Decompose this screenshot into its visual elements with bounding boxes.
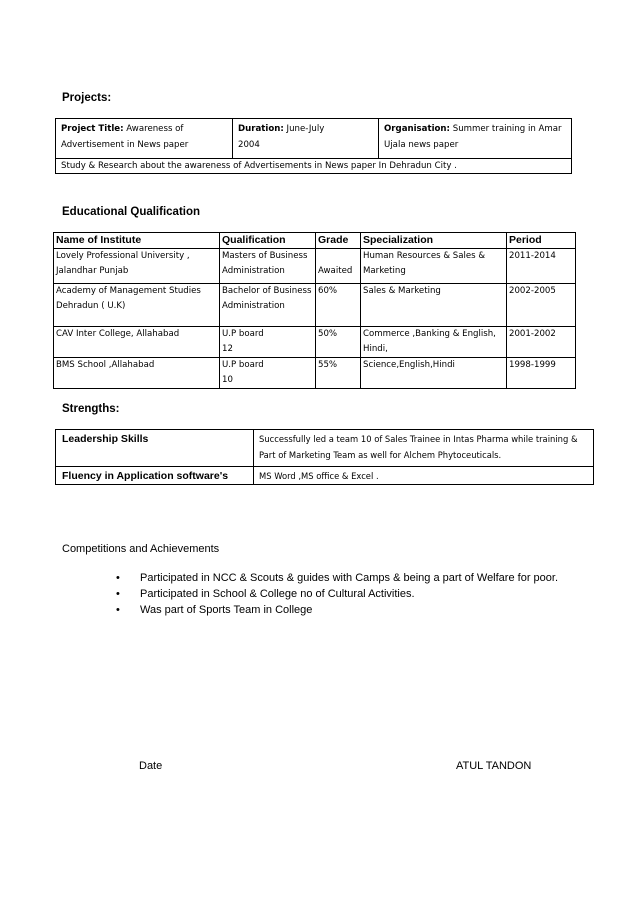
specialization-line: Science,English,Hindi bbox=[363, 360, 455, 370]
qualification-line: Administration bbox=[222, 266, 285, 276]
qualification-cell bbox=[220, 249, 316, 284]
institute-line: Academy of Management Studies bbox=[56, 286, 201, 296]
project-duration-label: Duration: bbox=[238, 124, 284, 134]
strength-value bbox=[254, 430, 594, 467]
institute-line: CAV Inter College, Allahabad bbox=[56, 329, 180, 339]
institute-line: BMS School ,Allahabad bbox=[56, 360, 155, 370]
bullet-icon: • bbox=[116, 588, 120, 600]
strength-label: Fluency in Application software's bbox=[56, 467, 254, 485]
grade-cell bbox=[316, 249, 361, 284]
period-cell bbox=[507, 284, 576, 327]
qualification-line: 12 bbox=[222, 344, 233, 354]
qualification-cell bbox=[220, 327, 316, 358]
achievements-heading: Competitions and Achievements bbox=[62, 543, 220, 555]
project-organisation-cell bbox=[379, 119, 572, 159]
bullet-icon: • bbox=[116, 604, 120, 616]
project-description: Study & Research about the awareness of Advertisements in News paper In Dehradun City . bbox=[56, 159, 572, 174]
qualification-line: U.P board bbox=[222, 360, 264, 370]
signature-name: ATUL TANDON bbox=[456, 760, 532, 772]
education-table bbox=[53, 232, 576, 389]
specialization-line: Human Resources & Sales & bbox=[363, 251, 486, 261]
list-item bbox=[112, 586, 558, 602]
list-item bbox=[112, 570, 558, 586]
project-title-cell bbox=[56, 119, 233, 159]
project-organisation-value-line2: Ujala news paper bbox=[384, 140, 459, 150]
project-duration-cell bbox=[233, 119, 379, 159]
column-header-grade: Grade bbox=[316, 233, 361, 249]
project-organisation-label: Organisation: bbox=[384, 124, 450, 134]
period-cell bbox=[507, 327, 576, 358]
table-row bbox=[56, 430, 594, 467]
grade-line: Awaited bbox=[318, 266, 353, 276]
table-row bbox=[54, 327, 576, 358]
table-row bbox=[56, 467, 594, 485]
grade-cell bbox=[316, 284, 361, 327]
project-organisation-value-line1: Summer training in Amar bbox=[452, 124, 562, 134]
column-header-institute: Name of Institute bbox=[54, 233, 220, 249]
specialization-cell bbox=[361, 284, 507, 327]
period-cell bbox=[507, 249, 576, 284]
grade-line: 50% bbox=[318, 329, 338, 339]
project-duration-value-line2: 2004 bbox=[238, 140, 260, 150]
strength-value-line: Successfully led a team 10 of Sales Trainee in Intas Pharma while training & bbox=[259, 434, 578, 444]
project-title-value-line1: Awareness of bbox=[126, 124, 184, 134]
date-label: Date bbox=[139, 760, 163, 772]
qualification-line: 10 bbox=[222, 375, 233, 385]
period-line: 2002-2005 bbox=[509, 286, 556, 296]
specialization-cell bbox=[361, 327, 507, 358]
qualification-cell bbox=[220, 358, 316, 389]
qualification-line: Administration bbox=[222, 301, 285, 311]
qualification-line: U.P board bbox=[222, 329, 264, 339]
bullet-icon: • bbox=[116, 572, 120, 584]
grade-cell bbox=[316, 327, 361, 358]
achievement-text: Was part of Sports Team in College bbox=[140, 604, 313, 616]
strength-value-line: MS Word ,MS office & Excel . bbox=[259, 471, 379, 481]
education-heading: Educational Qualification bbox=[62, 206, 201, 218]
strength-label: Leadership Skills bbox=[56, 430, 254, 467]
period-line: 2011-2014 bbox=[509, 251, 556, 261]
achievement-text: Participated in School & College no of Cultural Activities. bbox=[140, 588, 415, 600]
institute-cell bbox=[54, 358, 220, 389]
grade-cell bbox=[316, 358, 361, 389]
projects-table bbox=[55, 118, 572, 174]
table-row bbox=[54, 284, 576, 327]
strengths-table bbox=[55, 429, 594, 485]
period-cell bbox=[507, 358, 576, 389]
project-title-label: Project Title: bbox=[61, 124, 124, 134]
grade-line bbox=[318, 249, 360, 264]
specialization-line: Sales & Marketing bbox=[363, 286, 441, 296]
institute-line: Jalandhar Punjab bbox=[56, 266, 129, 276]
project-title-value-line2: Advertisement in News paper bbox=[61, 140, 189, 150]
table-row bbox=[54, 249, 576, 284]
institute-cell bbox=[54, 284, 220, 327]
qualification-cell bbox=[220, 284, 316, 327]
qualification-line: Masters of Business bbox=[222, 251, 308, 261]
strength-value-line: Part of Marketing Team as well for Alchem Phytoceuticals. bbox=[259, 450, 502, 460]
column-header-qualification: Qualification bbox=[220, 233, 316, 249]
qualification-line: Bachelor of Business bbox=[222, 286, 312, 296]
grade-line: 60% bbox=[318, 286, 338, 296]
strength-value bbox=[254, 467, 594, 485]
institute-cell bbox=[54, 249, 220, 284]
list-item bbox=[112, 602, 558, 618]
strengths-heading: Strengths: bbox=[62, 403, 120, 415]
period-line: 1998-1999 bbox=[509, 360, 556, 370]
institute-line: Dehradun ( U.K) bbox=[56, 301, 126, 311]
project-duration-value-line1: June-July bbox=[286, 124, 325, 134]
specialization-cell bbox=[361, 358, 507, 389]
column-header-specialization: Specialization bbox=[361, 233, 507, 249]
achievement-text: Participated in NCC & Scouts & guides with Camps & being a part of Welfare for poor. bbox=[140, 572, 558, 584]
projects-heading: Projects: bbox=[62, 92, 112, 104]
specialization-line: Hindi, bbox=[363, 344, 388, 354]
specialization-cell bbox=[361, 249, 507, 284]
specialization-line: Marketing bbox=[363, 266, 406, 276]
column-header-period: Period bbox=[507, 233, 576, 249]
institute-cell bbox=[54, 327, 220, 358]
table-row bbox=[54, 358, 576, 389]
institute-line: Lovely Professional University , bbox=[56, 251, 190, 261]
grade-line: 55% bbox=[318, 360, 338, 370]
period-line: 2001-2002 bbox=[509, 329, 556, 339]
specialization-line: Commerce ,Banking & English, bbox=[363, 329, 496, 339]
achievements-list bbox=[112, 570, 558, 618]
